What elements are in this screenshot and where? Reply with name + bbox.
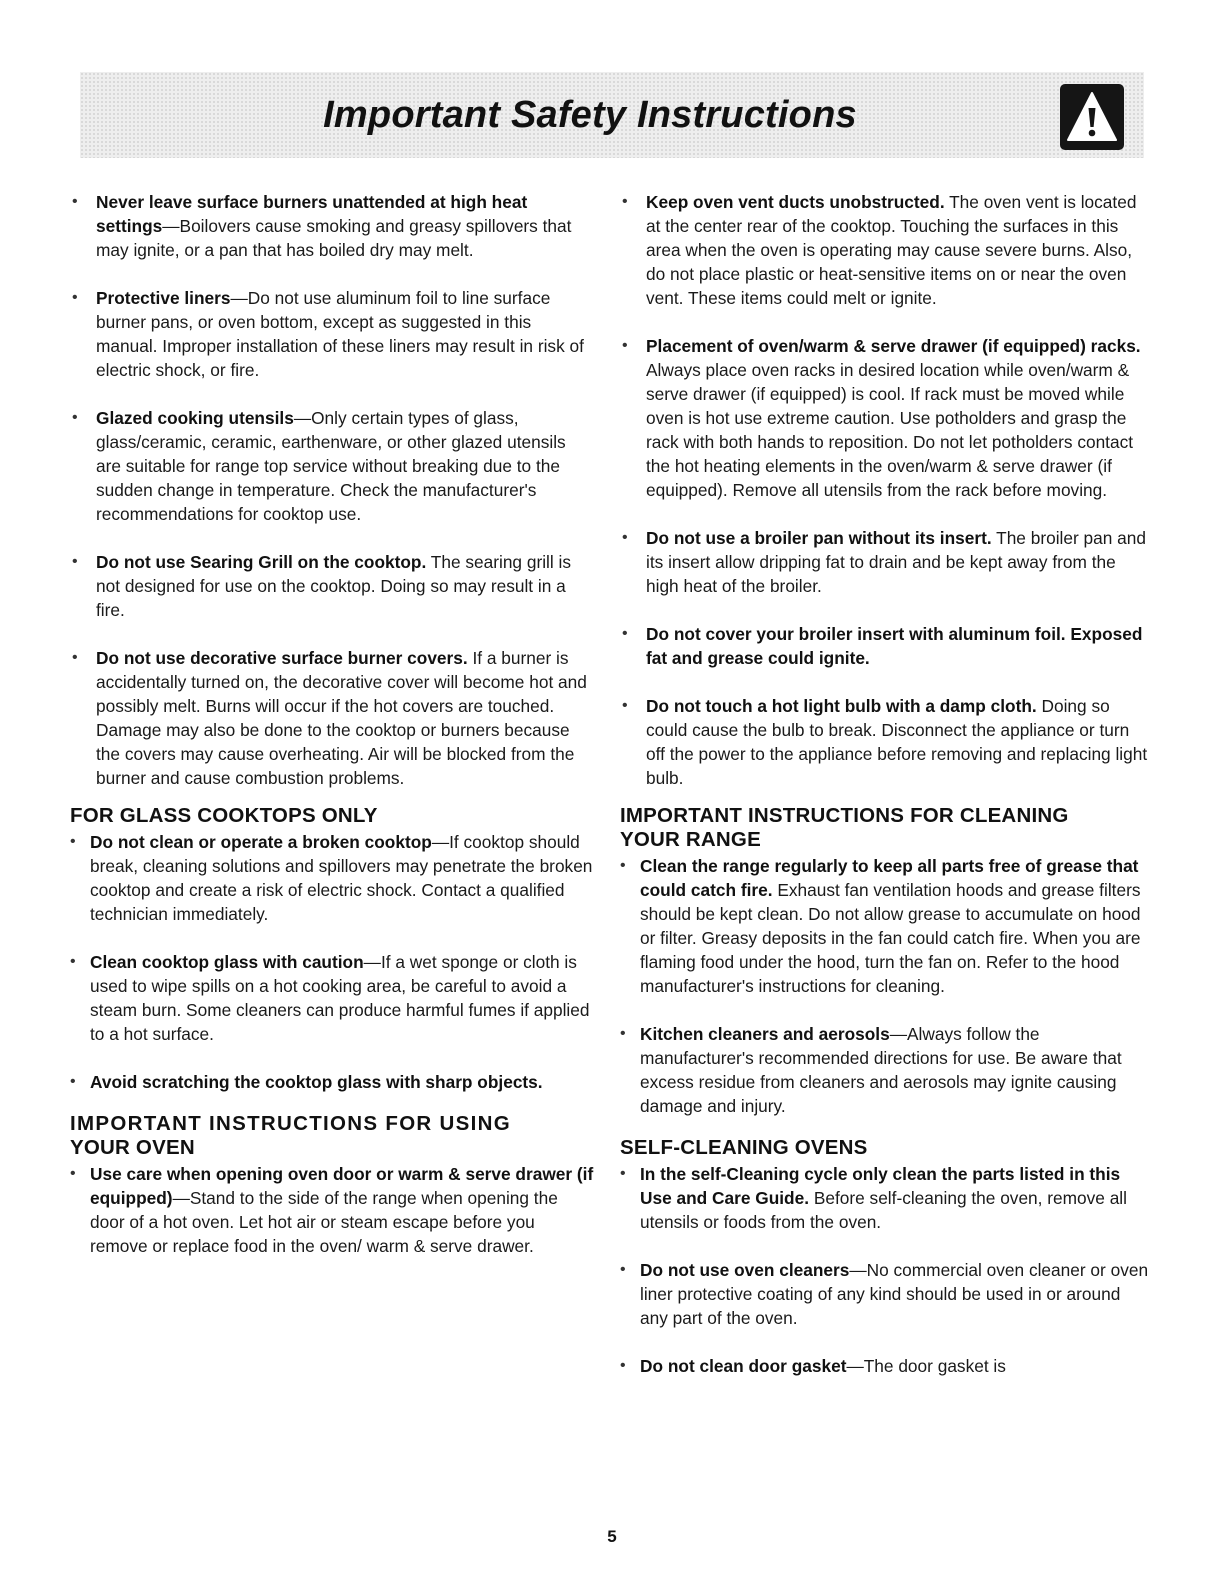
page-number: 5 [607, 1527, 617, 1546]
self-cleaning-section [620, 1136, 1150, 1378]
section-heading: IMPORTANT INSTRUCTIONS FOR USING [70, 1112, 511, 1135]
list-item: • Avoid scratching the cooktop glass with sharp objects. [70, 1070, 595, 1094]
list-item: • Do not clean door gasket—The door gasket is [620, 1354, 1150, 1378]
cleaning-range-section [620, 804, 1150, 1118]
glass-cooktops-section [70, 804, 595, 1094]
list-item: • Protective liners—Do not use aluminum foil to line surface burner pans, or oven bottom, except as suggested in this manual. Improper installation of these liners may result in risk of electric shock, or fire. [70, 286, 595, 382]
list-item: • Do not use decorative surface burner covers. If a burner is accidentally turned on, the decorative cover will become hot and possibly melt. Burns will occur if the hot covers are touched. Damage may also be done to the cooktop or burners because the covers may cause overheating. Air will be blocked from the burner and cause combustion problems. [70, 646, 595, 790]
list-item: • Placement of oven/warm & serve drawer (if equipped) racks. Always place oven racks in desired location while oven/warm & serve drawer (if equipped) is cool. If rack must be moved while oven is hot use extreme caution. Use potholders and grasp the rack with both hands to reposition. Do not let potholders contact the hot heating elements in the oven/warm & serve drawer (if equipped). Remove all utensils from the rack before moving. [620, 334, 1150, 502]
section-heading: YOUR RANGE [620, 828, 761, 851]
warning-badge [1060, 84, 1124, 150]
header-banner [80, 72, 1144, 158]
list-item: • Do not use Searing Grill on the cooktop. The searing grill is not designed for use on the cooktop. Doing so may result in a fire. [70, 550, 595, 622]
list-item: • Kitchen cleaners and aerosols—Always follow the manufacturer's recommended directions for use. Be aware that excess residue from cleaners and aerosols may ignite causing damage and injury. [620, 1022, 1150, 1118]
right-column [620, 190, 1150, 1402]
section-heading: FOR GLASS COOKTOPS ONLY [70, 804, 378, 827]
list-item: • Use care when opening oven door or warm & serve drawer (if equipped)—Stand to the side of the range when opening the door of a hot oven. Let hot air or steam escape before you remove or replace food in the oven/ warm & serve drawer. [70, 1162, 595, 1258]
left-column [70, 190, 595, 1282]
list-item: • Never leave surface burners unattended at high heat settings—Boilovers cause smoking and greasy spillovers that may ignite, or a pan that has boiled dry may melt. [70, 190, 595, 262]
warning-triangle-icon [1066, 90, 1118, 144]
section-heading: YOUR OVEN [70, 1136, 195, 1159]
section-heading: SELF-CLEANING OVENS [620, 1136, 868, 1159]
list-item: • Glazed cooking utensils—Only certain types of glass, glass/ceramic, ceramic, earthenware, or other glazed utensils are suitable for range top service without breaking due to the sudden change in temperature. Check the manufacturer's recommendations for cooktop use. [70, 406, 595, 526]
list-item: • Do not clean or operate a broken cooktop—If cooktop should break, cleaning solutions and spillovers may penetrate the broken cooktop and create a risk of electric shock. Contact a qualified technician immediately. [70, 830, 595, 926]
list-item: • Do not touch a hot light bulb with a damp cloth. Doing so could cause the bulb to break. Disconnect the appliance or turn off the power to the appliance before removing and replacing light bulb. [620, 694, 1150, 790]
list-item: • Do not use a broiler pan without its insert. The broiler pan and its insert allow dripping fat to drain and be kept away from the high heat of the broiler. [620, 526, 1150, 598]
list-item: • Clean cooktop glass with caution—If a wet sponge or cloth is used to wipe spills on a hot cooking area, be careful to avoid a steam burn. Some cleaners can produce harmful fumes if applied to a hot surface. [70, 950, 595, 1046]
section-heading: IMPORTANT INSTRUCTIONS FOR CLEANING [620, 804, 1069, 827]
using-oven-section [70, 1112, 595, 1258]
list-item: • Do not use oven cleaners—No commercial oven cleaner or oven liner protective coating of any kind should be used in or around any part of the oven. [620, 1258, 1150, 1330]
list-item: • Do not cover your broiler insert with aluminum foil. Exposed fat and grease could ignite. [620, 622, 1150, 670]
list-item: • Keep oven vent ducts unobstructed. The oven vent is located at the center rear of the cooktop. Touching the surfaces in this area when the oven is operating may cause severe burns. Also, do not place plastic or heat-sensitive items on or near the oven vent. These items could melt or ignite. [620, 190, 1150, 310]
list-item: • In the self-Cleaning cycle only clean the parts listed in this Use and Care Guide. Before self-cleaning the oven, remove all utensils or foods from the oven. [620, 1162, 1150, 1234]
list-item: • Clean the range regularly to keep all parts free of grease that could catch fire. Exhaust fan ventilation hoods and grease filters should be kept clean. Do not allow grease to accumulate on hood or filter. Greasy deposits in the fan could catch fire. When you are flaming food under the hood, turn the fan on. Refer to the hood manufacturer's instructions for cleaning. [620, 854, 1150, 998]
page-title: Important Safety Instructions [323, 94, 857, 136]
